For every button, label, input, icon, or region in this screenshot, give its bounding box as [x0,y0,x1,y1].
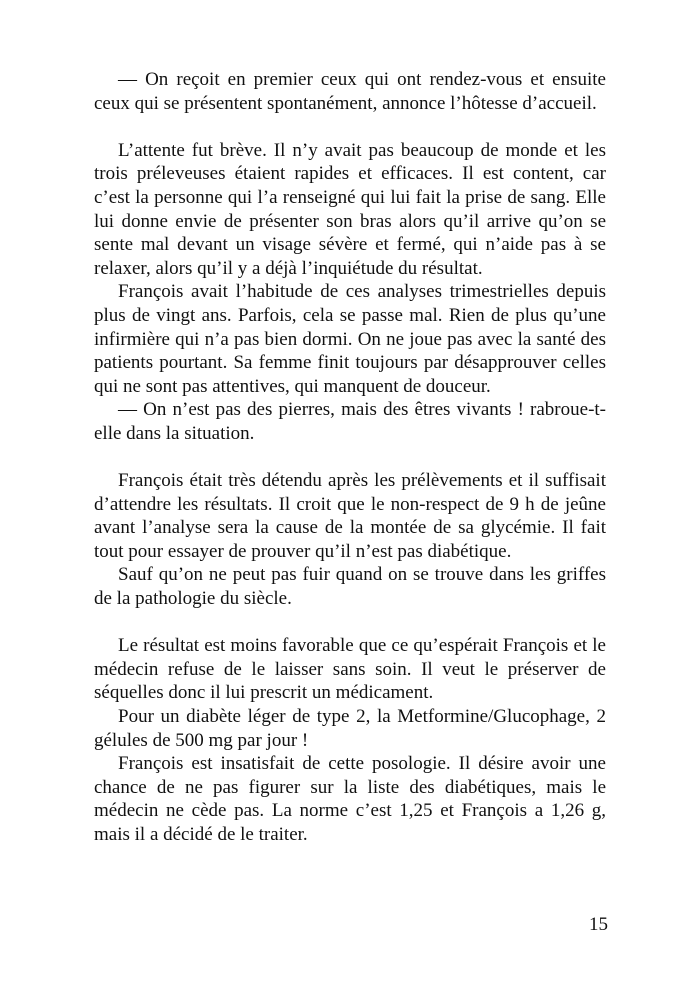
paragraph-short-wait: L’attente fut brève. Il n’y avait pas beaucoup de monde et les trois préleveuses étaient rapides et efficaces. Il est content, car c’est la personne qui l’a renseigné qui lui fait la prise de sang. Elle lui donne envie de présenter son bras alors qu’il arrive qu’on se sente mal devant un visage sévère et fermé, qui n’aide pas à se relaxer, alors qu’il y a déjà l’inquiétude du résultat. [94,139,606,279]
paragraph-pathology: Sauf qu’on ne peut pas fuir quand on se trouve dans les griffes de la pathologie du siècle. [94,564,606,610]
paragraph-wife-quote: — On n’est pas des pierres, mais des êtres vivants ! rabroue-t-elle dans la situation. [94,399,606,444]
paragraph-prescription: Pour un diabète léger de type 2, la Metformine/Glucophage, 2 gélules de 500 mg par jour ! [94,706,606,751]
paragraph-receptionist-announcement: — On reçoit en premier ceux qui ont rendez-vous et ensuite ceux qui se présentent spontanément, annonce l’hôtesse d’accueil. [94,69,606,114]
page-number: 15 [589,914,608,935]
paragraph-dissatisfied: François est insatisfait de cette posologie. Il désire avoir une chance de ne pas figurer sur la liste des diabétiques, mais le médecin ne cède pas. La norme c’est 1,25 et François a 1,26 g, mais il a décidé de le traiter. [94,753,606,845]
paragraph-result: Le résultat est moins favorable que ce qu’espérait François et le médecin refuse de le laisser sans soin. Il veut le préserver de séquelles donc il lui prescrit un médicament. [94,635,606,704]
paragraph-after-samples: François était très détendu après les prélèvements et il suffisait d’attendre les résultats. Il croit que le non-respect de 9 h de jeûne avant l’analyse sera la cause de la montée de sa glycémie. Il fait tout pour essayer de prouver qu’il n’est pas diabétique. [94,470,606,562]
body-text [94,68,606,847]
paragraph-quarterly-analyses: François avait l’habitude de ces analyses trimestrielles depuis plus de vingt ans. Parfois, cela se passe mal. Rien de plus qu’une infirmière qui n’a pas bien dormi. On ne joue pas avec la santé des patients pourtant. Sa femme finit toujours par désapprouver celles qui ne sont pas attentives, qui manquent de douceur. [94,281,606,397]
